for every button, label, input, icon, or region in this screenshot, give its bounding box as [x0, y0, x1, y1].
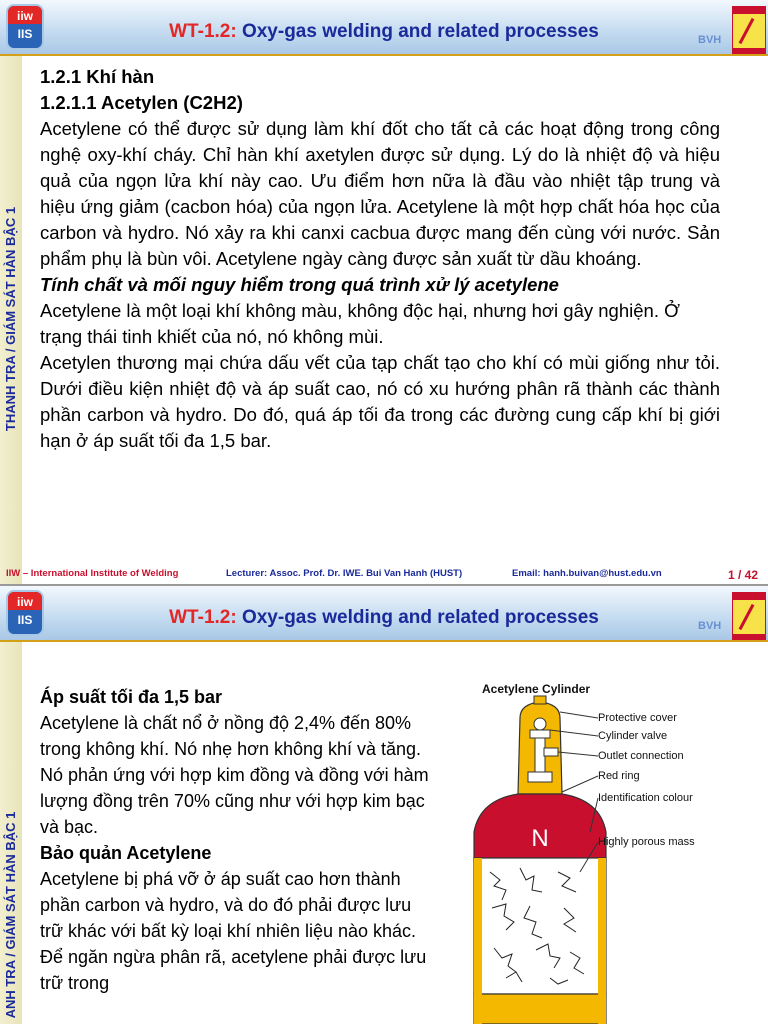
- paragraph-storage: Acetylene bị phá vỡ ở áp suất cao hơn thành phần carbon và hydro, và do đó phải được lưu trữ khác với bất kỳ loại khí nhiên liệu nào khác. Để ngăn ngừa phân rã, acetylene phải được lưu trữ trong: [40, 869, 427, 993]
- cylinder-body-lower: [474, 994, 606, 1024]
- diagram-title: Acetylene Cylinder: [482, 682, 591, 696]
- hust-logo: [732, 592, 766, 642]
- header-divider: [0, 640, 768, 642]
- paragraph-explosive: Acetylene là chất nổ ở nồng độ 2,4% đến 80% trong không khí. Nó nhẹ hơn không khí và tăng. Nó phản ứng với hợp kim đồng và đồng với hàm lượng đồng trên 70% cũng như với hợp kim bạc và bạc.: [40, 713, 429, 837]
- sidebar-band: [0, 642, 22, 1024]
- label-cylinder-valve: Cylinder valve: [598, 730, 668, 742]
- label-identification-colour: Identification colour: [598, 792, 693, 804]
- acetylene-cylinder-diagram: [440, 682, 760, 1024]
- iiw-logo: iiw IIS: [8, 6, 42, 48]
- footer-email: Email: hanh.buivan@hust.edu.vn: [512, 568, 662, 579]
- sidebar-label: ANH TRA / GIÁM SÁT HÀN BẬC 1: [3, 811, 18, 1019]
- paragraph-3: Acetylen thương mại chứa dấu vết của tạp chất tạo cho khí có mùi giống như tỏi. Dưới điều kiện nhiệt độ và áp suất cao, nó có xu hướng phân rã thành các thành phần carbon và hydro. Do đó, quá áp tối đa trong các đường cung cấp khí bị giới hạn ở áp suất tối đa 1,5 bar.: [40, 352, 720, 451]
- slide-2-content: [40, 684, 438, 996]
- slide-2: [0, 586, 768, 1024]
- header-divider: [0, 54, 768, 56]
- page-number: 1 / 42: [728, 568, 759, 582]
- label-protective-cover: Protective cover: [598, 712, 677, 724]
- slide-header: [0, 0, 768, 54]
- paragraph-1: Acetylene có thể được sử dụng làm khí đốt cho tất cả các hoạt động trong công nghệ oxy-khí cháy. Chỉ hàn khí axetylen được sử dụng. Lý do là nhiệt độ và hiệu quả của ngọn lửa khí này cao. Ưu điểm hơn nữa là đầu vào nhiệt tập trung và hiệu ứng giảm (cacbon hóa) của ngọn lửa. Acetylene là một hợp chất hóa học của carbon và hydro. Nó xảy ra khi canxi cacbua được mang đến cùng với nước. Sản phẩm phụ là bùn vôi. Acetylene ngày càng được sản xuất từ dầu khoáng.: [40, 118, 720, 269]
- iiw-logo: iiw IIS: [8, 592, 42, 634]
- title-text: Oxy-gas welding and related processes: [236, 607, 599, 628]
- band-letter: N: [531, 825, 549, 852]
- slide-header: [0, 586, 768, 640]
- label-red-ring: Red ring: [598, 770, 640, 782]
- footer-lecturer: Lecturer: Assoc. Prof. Dr. IWE. Bui Van Hanh (HUST): [226, 568, 463, 579]
- slide-title: [0, 20, 768, 44]
- label-outlet-connection: Outlet connection: [598, 750, 684, 762]
- hust-logo: [732, 6, 766, 56]
- title-code: WT-1.2:: [169, 21, 237, 42]
- bvh-mark: BVH: [698, 34, 722, 46]
- cylinder-body-porous: [474, 858, 606, 994]
- paragraph-2: Acetylene là một loại khí không màu, không độc hại, nhưng hơi gây nghiện. Ở trạng thái tinh khiết của nó, nó không mùi.: [40, 300, 680, 347]
- title-text: Oxy-gas welding and related processes: [236, 21, 599, 42]
- sidebar-band: [0, 56, 22, 584]
- max-pressure-heading: Áp suất tối đa 1,5 bar: [40, 687, 223, 707]
- sidebar-label: THANH TRA / GIÁM SÁT HÀN BẬC 1: [3, 206, 18, 432]
- footer-org: IIW – International Institute of Welding: [6, 568, 179, 579]
- title-code: WT-1.2:: [169, 607, 237, 628]
- slide-1-content: [40, 64, 720, 454]
- hazards-heading: Tính chất và mối nguy hiểm trong quá trình xử lý acetylene: [40, 274, 559, 295]
- cap-top-knob: [534, 696, 546, 704]
- storage-heading: Bảo quản Acetylene: [40, 843, 212, 863]
- bvh-mark: BVH: [698, 620, 722, 632]
- subsection-heading: 1.2.1.1 Acetylen (C2H2): [40, 92, 243, 113]
- label-porous-mass: Highly porous mass: [598, 836, 695, 848]
- slide-title: [0, 606, 768, 630]
- section-heading: 1.2.1 Khí hàn: [40, 66, 155, 87]
